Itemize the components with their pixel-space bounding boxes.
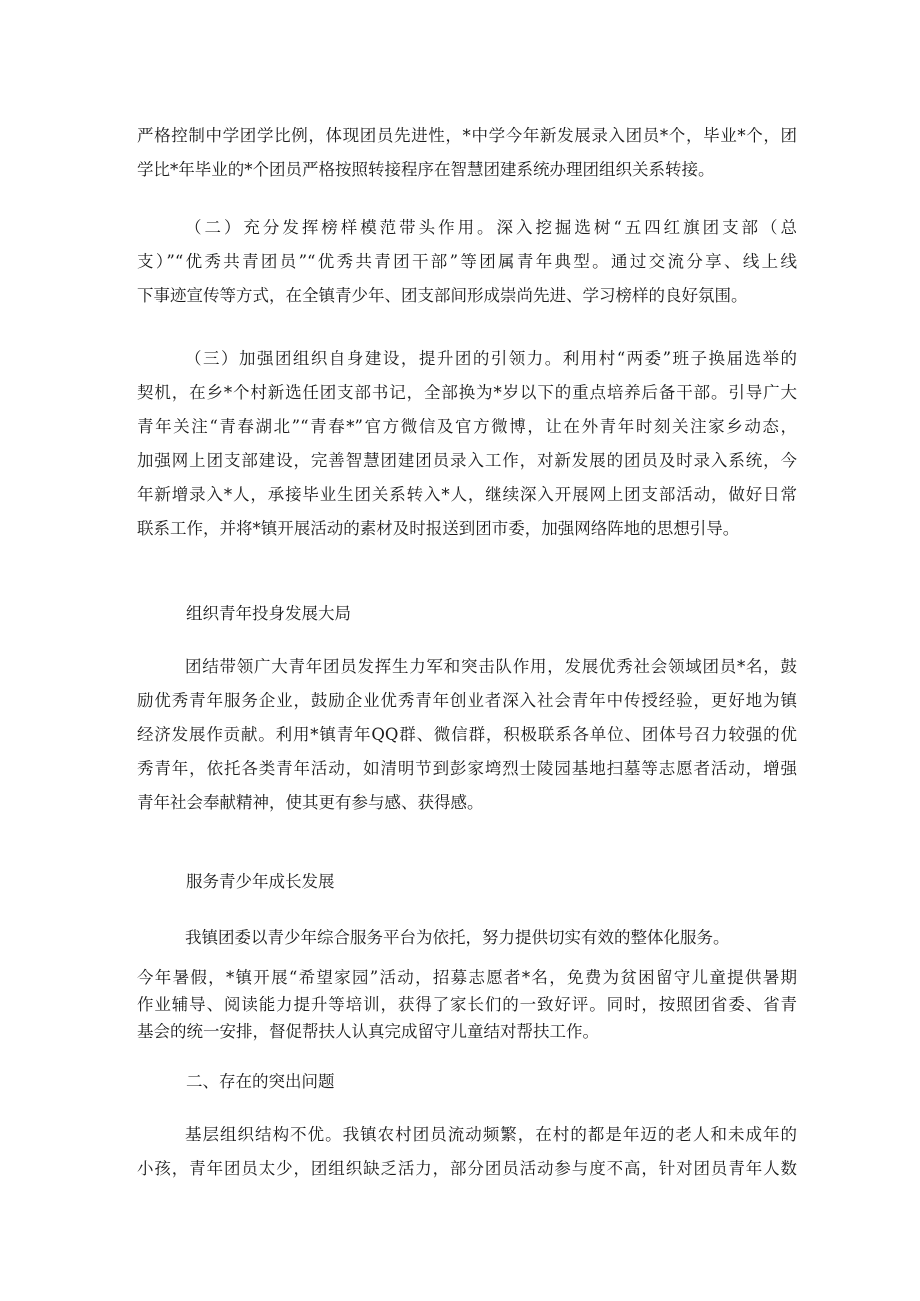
- paragraph-1: [137, 119, 797, 187]
- text-line: 作业辅导、阅读能力提升等培训，获得了家长们的一致好评。同时，按照团省委、省青: [137, 995, 797, 1014]
- text-line: 下事迹宣传等方式，在全镇青少年、团支部间形成崇尚先进、学习榜样的良好氛围。: [137, 286, 748, 305]
- text-line: （三）加强团组织自身建设，提升团的引领力。利用村“两委”班子换届选举的: [185, 349, 797, 368]
- text-line: 学比*年毕业的*个团员严格按照转接程序在智慧团建系统办理团组织关系转接。: [137, 160, 715, 179]
- text-line: 契机，在乡*个村新选任团支部书记，全部换为*岁以下的重点培养后备干部。引导广大: [137, 383, 797, 402]
- text-line: 年新增录入*人，承接毕业生团关系转入*人，继续深入开展网上团支部活动，做好日常: [137, 485, 797, 504]
- text-line: 青年关注“青春湖北”“青春*”官方微信及官方微博，让在外青年时刻关注家乡动态，: [137, 417, 797, 436]
- section-heading: 组织青年投身发展大局: [186, 604, 351, 623]
- text-line: （二）充分发挥榜样模范带头作用。深入挖掘选树“五四红旗团支部（总: [185, 218, 797, 237]
- text-line: 我镇团委以青少年综合服务平台为依托，努力提供切实有效的整体化服务。: [185, 928, 730, 947]
- text-line: 今年暑假，*镇开展“希望家园”活动，招募志愿者*名，免费为贫困留守儿童提供暑期: [137, 968, 797, 987]
- text-line: 青年社会奉献精神，使其更有参与感、获得感。: [137, 793, 484, 812]
- paragraph-6: [137, 964, 797, 1045]
- text-line: 联系工作，并将*镇开展活动的素材及时报送到团市委，加强网络阵地的思想引导。: [137, 519, 740, 538]
- text-line: 基层组织结构不优。我镇农村团员流动频繁，在村的都是年迈的老人和未成年的: [185, 1125, 797, 1144]
- section-heading: 服务青少年成长发展: [186, 872, 335, 891]
- paragraph-2: [137, 211, 797, 313]
- text-line: 秀青年，依托各类青年活动，如清明节到彭家塆烈士陵园基地扫墓等志愿者活动，增强: [137, 759, 797, 778]
- text-line: 励优秀青年服务企业，鼓励企业优秀青年创业者深入社会青年中传授经验，更好地为镇: [137, 691, 797, 710]
- text-line: 经济发展作贡献。利用*镇青年QQ群、微信群，积极联系各单位、团体号召力较强的优: [137, 725, 797, 744]
- text-line: 基会的统一安排，督促帮扶人认真完成留守儿童结对帮扶工作。: [137, 1022, 599, 1041]
- text-line: 严格控制中学团学比例，体现团员先进性，*中学今年新发展录入团员*个，毕业*个，团: [137, 126, 797, 145]
- section-heading: 二、存在的突出问题: [186, 1072, 335, 1091]
- text-line: 团结带领广大青年团员发挥生力军和突击队作用，发展优秀社会领域团员*名，鼓: [185, 657, 797, 676]
- paragraph-5: [137, 921, 797, 955]
- text-line: 小孩，青年团员太少，团组织缺乏活力，部分团员活动参与度不高，针对团员青年人数: [137, 1159, 797, 1178]
- paragraph-4: [137, 650, 797, 820]
- paragraph-3: [137, 342, 797, 546]
- text-line: 加强网上团支部建设，完善智慧团建团员录入工作，对新发展的团员及时录入系统，今: [137, 451, 797, 470]
- text-line: 支）”“优秀共青团员”“优秀共青团干部”等团属青年典型。通过交流分享、线上线: [137, 252, 797, 271]
- paragraph-7: [137, 1118, 797, 1186]
